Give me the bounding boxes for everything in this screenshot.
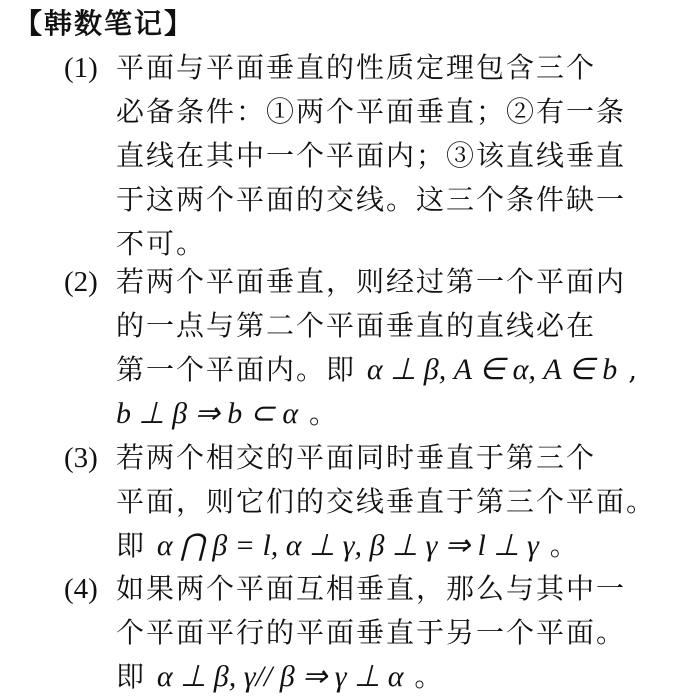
note-item-1 — [64, 46, 670, 266]
note-line: 若两个平面垂直，则经过第一个平面内 — [116, 265, 627, 298]
note-line: 第一个平面内。即 α ⊥ β, A ∈ α, A ∈ b , — [116, 353, 640, 386]
note-line: 不可。 — [116, 227, 207, 260]
item-number: (3) — [64, 442, 98, 474]
formula-line: 即 α ⋂ β = l, α ⊥ γ, β ⊥ γ ⇒ l ⊥ γ 。 — [116, 529, 580, 562]
formula-line: b ⊥ β ⇒ b ⊂ α 。 — [116, 397, 340, 430]
note-line: 的一点与第二个平面垂直的直线必在 — [116, 309, 597, 342]
formula-line: 即 α ⊥ β, γ// β ⇒ γ ⊥ α 。 — [116, 660, 445, 693]
note-line: 平面与平面垂直的性质定理包含三个 — [116, 51, 597, 84]
note-line: 个平面平行的平面垂直于另一个平面。 — [116, 616, 627, 649]
note-line: 如果两个平面互相垂直，那么与其中一 — [116, 572, 627, 605]
item-number: (1) — [64, 52, 98, 84]
note-line: 平面，则它们的交线垂直于第三个平面。 — [116, 485, 657, 518]
note-item-3 — [64, 436, 670, 568]
note-line: 直线在其中一个平面内；③该直线垂直 — [116, 139, 627, 172]
note-item-4 — [64, 567, 670, 699]
note-item-2 — [64, 260, 670, 436]
note-line: 于这两个平面的交线。这三个条件缺一 — [116, 183, 627, 216]
item-number: (2) — [64, 266, 98, 298]
note-line: 若两个相交的平面同时垂直于第三个 — [116, 441, 597, 474]
item-number: (4) — [64, 573, 98, 605]
note-line: 必备条件：①两个平面垂直；②有一条 — [116, 95, 627, 128]
notes-heading: 【韩数笔记】 — [14, 7, 195, 40]
